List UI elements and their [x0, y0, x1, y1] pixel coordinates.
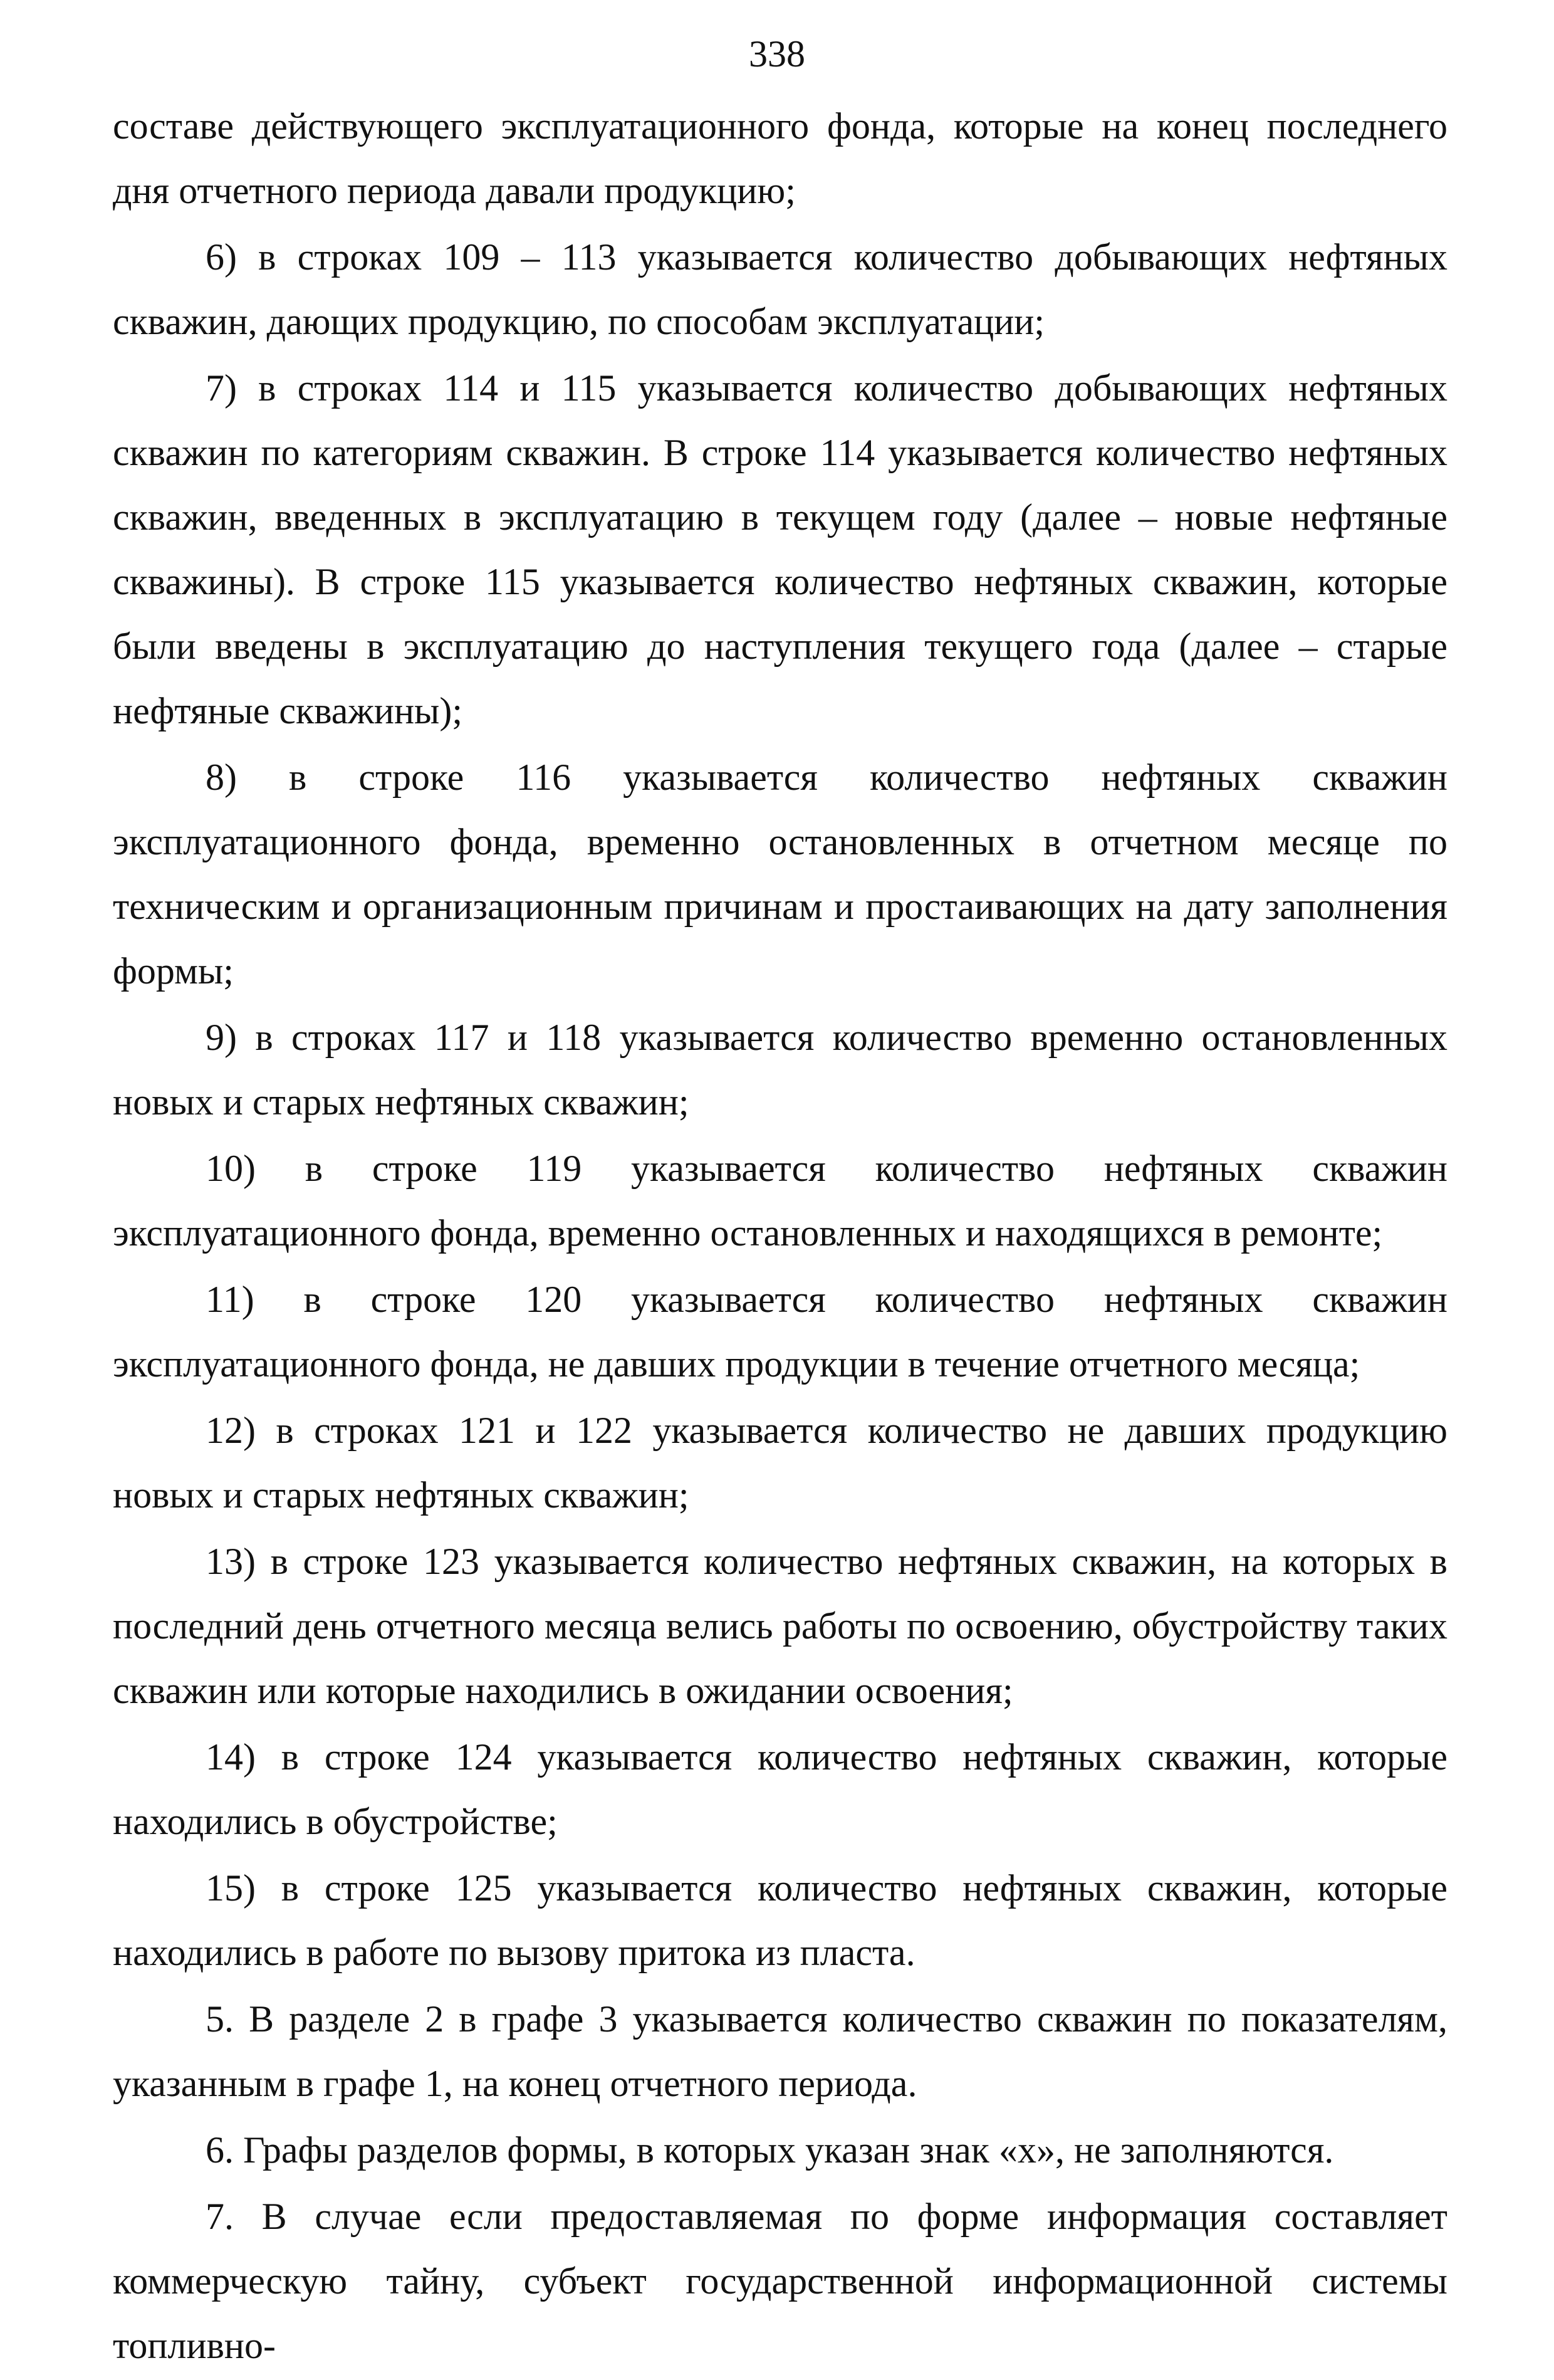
paragraph-item-7: 7) в строках 114 и 115 указывается количество добывающих нефтяных скважин по категориям скважин. В строке 114 указывается количество нефтяных скважин, введенных в эксплуатацию в текущем году (далее – новые нефтяные скважины). В строке 115 указывается количество нефтяных скважин, которые были введены в эксплуатацию до наступления текущего года (далее – старые нефтяные скважины); — [113, 367, 1447, 731]
page-number: 338 — [749, 33, 805, 75]
paragraph-continuation: составе действующего эксплуатационного фонда, которые на конец последнего дня отчетного периода давали продукцию; — [113, 105, 1447, 211]
paragraph-item-13: 13) в строке 123 указывается количество нефтяных скважин, на которых в последний день отчетного месяца велись работы по освоению, обустройству таких скважин или которые находились в ожидании освоения; — [113, 1541, 1447, 1711]
document-body — [113, 94, 1447, 2380]
paragraph-point-7: 7. В случае если предоставляемая по форме информация составляет коммерческую тайну, субъект государственной информационной системы топливно- — [113, 2196, 1447, 2366]
paragraph-item-14: 14) в строке 124 указывается количество нефтяных скважин, которые находились в обустройстве; — [113, 1736, 1447, 1842]
paragraph-item-8: 8) в строке 116 указывается количество нефтяных скважин эксплуатационного фонда, временно остановленных в отчетном месяце по техническим и организационным причинам и простаивающих на дату заполнения формы; — [113, 757, 1447, 992]
paragraph-point-5: 5. В разделе 2 в графе 3 указывается количество скважин по показателям, указанным в графе 1, на конец отчетного периода. — [113, 1998, 1447, 2104]
paragraph-item-11: 11) в строке 120 указывается количество нефтяных скважин эксплуатационного фонда, не давших продукции в течение отчетного месяца; — [113, 1279, 1447, 1385]
paragraph-item-6: 6) в строках 109 – 113 указывается количество добывающих нефтяных скважин, дающих продукцию, по способам эксплуатации; — [113, 236, 1447, 342]
paragraph-item-10: 10) в строке 119 указывается количество нефтяных скважин эксплуатационного фонда, временно остановленных и находящихся в ремонте; — [113, 1148, 1447, 1254]
paragraph-item-15: 15) в строке 125 указывается количество нефтяных скважин, которые находились в работе по вызову притока из пласта. — [113, 1867, 1447, 1973]
paragraph-point-6: 6. Графы разделов формы, в которых указан знак «х», не заполняются. — [206, 2129, 1334, 2171]
paragraph-item-9: 9) в строках 117 и 118 указывается количество временно остановленных новых и старых нефтяных скважин; — [113, 1017, 1447, 1123]
paragraph-item-12: 12) в строках 121 и 122 указывается количество не давших продукцию новых и старых нефтяных скважин; — [113, 1410, 1447, 1516]
